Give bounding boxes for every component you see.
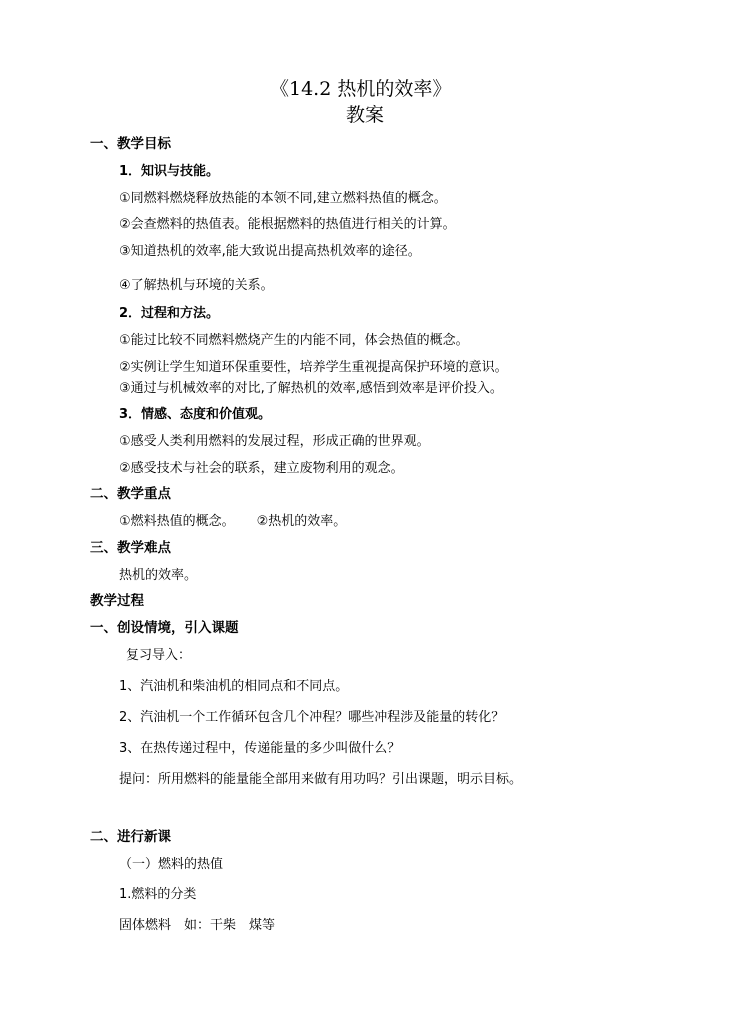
subsection-emotion-heading: 3．情感、态度和价值观。 [119,407,272,422]
review-question: 1、汽油机和柴油机的相同点和不同点。 [119,679,349,694]
process-item: ①能过比较不同燃料燃烧产生的内能不同，体会热值的概念。 [119,333,469,348]
knowledge-item: ①同燃料燃烧释放热能的本领不同,建立燃料热值的概念。 [119,191,447,206]
doc-title-line2: 教案 [346,104,385,126]
knowledge-item: ③知道热机的效率,能大致说出提高热机效率的途径。 [119,244,421,259]
emotion-item: ②感受技术与社会的联系，建立废物利用的观念。 [119,461,404,476]
subsection-process-heading: 2．过程和方法。 [119,306,220,321]
section-difficulties-heading: 三、教学难点 [90,540,171,556]
part1-heading: 一、创设情境，引入课题 [90,620,239,636]
process-item: ③通过与机械效率的对比,了解热机的效率,感悟到效率是评价投入。 [119,381,503,396]
doc-title-line1: 《14.2 热机的效率》 [270,78,452,100]
key-point-item: ②热机的效率。 [256,514,347,529]
knowledge-item: ④了解热机与环境的关系。 [119,278,274,293]
emotion-item: ①感受人类利用燃料的发展过程，形成正确的世界观。 [119,434,430,449]
difficulty-text: 热机的效率。 [119,568,198,583]
key-point-item: ①燃料热值的概念。 [119,514,235,529]
section-key-points-heading: 二、教学重点 [90,486,171,502]
fuel-classification: 1.燃料的分类 [119,887,197,902]
section-process-heading: 教学过程 [90,593,144,609]
review-question: 3、在热传递过程中，传递能量的多少叫做什么？ [119,741,401,756]
process-item: ②实例让学生知道环保重要性，培养学生重视提高保护环境的意识。 [119,360,508,375]
review-question: 2、汽油机一个工作循环包含几个冲程？哪些冲程涉及能量的转化？ [119,710,505,725]
key-points-line [119,515,346,528]
solid-fuel-example: 固体燃料 如：干柴 煤等 [119,918,276,933]
part2-heading: 二、进行新课 [90,829,171,845]
section-objectives-heading: 一、教学目标 [90,136,171,152]
subsection-fuel-heat-value: （一）燃料的热值 [119,857,224,872]
review-intro: 复习导入： [126,648,192,663]
subsection-knowledge-heading: 1．知识与技能。 [119,164,220,179]
knowledge-item: ②会查燃料的热值表。能根据燃料的热值进行相关的计算。 [119,217,456,232]
lesson-prompt: 提问：所用燃料的能量能全部用来做有用功吗？引出课题，明示目标。 [119,772,523,787]
